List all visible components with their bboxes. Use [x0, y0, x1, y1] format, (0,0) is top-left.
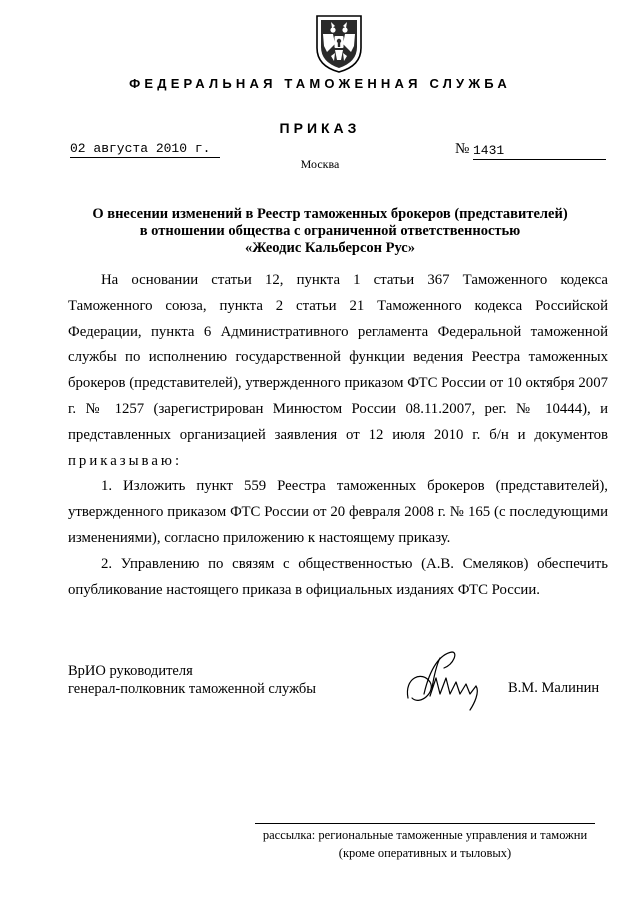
- signatory-position-line: генерал-полковник таможенной службы: [68, 681, 317, 697]
- order-city: Москва: [300, 157, 340, 171]
- handwritten-signature-icon: [400, 648, 490, 714]
- preamble-paragraph: [68, 268, 608, 474]
- signatory-position-line: ВрИО руководителя: [68, 663, 193, 679]
- distribution-line: рассылка: региональные таможенные управления и таможни: [262, 828, 588, 842]
- preamble-text: На основании статьи 12, пункта 1 статьи 367 Таможенного кодекса Таможенного союза, пункта 2 статьи 21 Таможенного кодекса Российской Федерации, пункта 6 Административного регламента Федеральной таможенной службы по исполнению государственной функции ведения Реестра таможенных брокеров (представителей), утвержденного приказом ФТС России от 10 октября 2007 г. № 1257 (зарегистрирован Минюстом России 08.11.2007, рег. № 10444), и представленных организацией заявления от 12 июля 2010 г. б/н и документов: [68, 272, 608, 443]
- order-number-label: №: [455, 141, 470, 157]
- order-body: [68, 268, 608, 603]
- order-item-1: 1. Изложить пункт 559 Реестра таможенных брокеров (представителей), утвержденного приказом ФТС России от 20 февраля 2008 г. № 165 (с последующими изменениями), согласно приложению к настоящему приказу.: [68, 478, 608, 546]
- order-number: 1431: [473, 143, 606, 160]
- agency-name: ФЕДЕРАЛЬНАЯ ТАМОЖЕННАЯ СЛУЖБА: [129, 76, 511, 91]
- footer-divider: [255, 823, 595, 824]
- signatory-name: В.М. Малинин: [508, 680, 600, 696]
- distribution-line: (кроме оперативных и тыловых): [338, 846, 512, 860]
- signatory-position: [68, 662, 316, 698]
- subject-line: в отношении общества с ограниченной ответственностью: [139, 223, 521, 239]
- state-emblem-icon: [311, 12, 367, 74]
- order-item-2: 2. Управлению по связям с общественностью (А.В. Смеляков) обеспечить опубликование настоящего приказа в официальных изданиях ФТС России.: [68, 555, 608, 598]
- distribution-list: [255, 826, 595, 862]
- order-word: приказываю:: [68, 452, 183, 469]
- order-subject: [80, 206, 580, 257]
- order-date: 02 августа 2010 г.: [70, 141, 220, 158]
- subject-line: «Жеодис Кальберсон Рус»: [245, 240, 415, 256]
- document-title: ПРИКАЗ: [279, 120, 361, 136]
- subject-line: О внесении изменений в Реестр таможенных брокеров (представителей): [92, 206, 568, 222]
